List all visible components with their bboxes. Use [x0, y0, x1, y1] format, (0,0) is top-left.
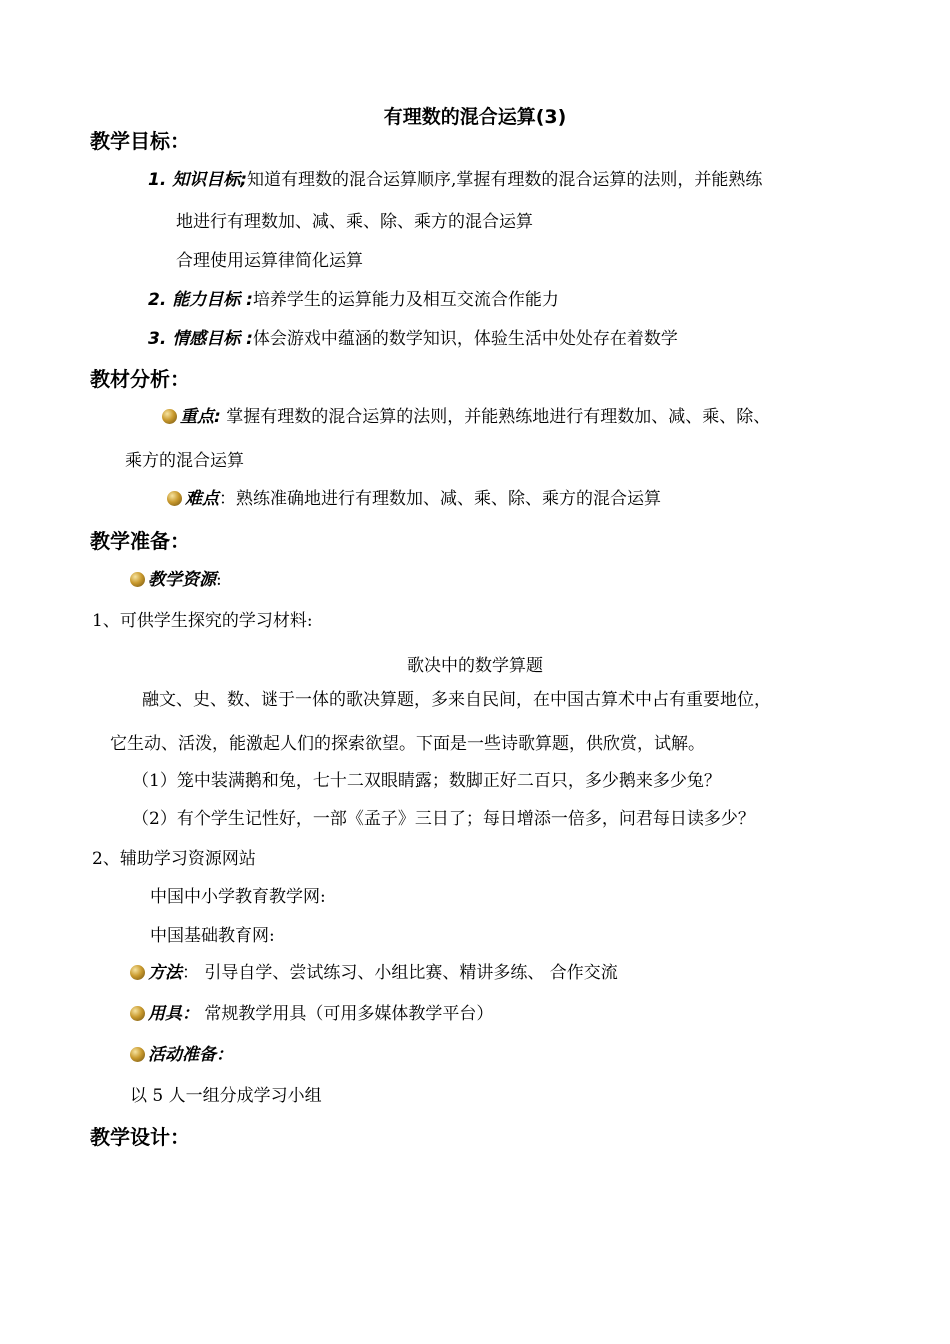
- poem-intro-line1: 融文、史、数、谜于一体的歌决算题，多来自民间，在中国古算术中占有重要地位，: [142, 690, 771, 710]
- method-text: ： 引导自学、尝试练习、小组比赛、精讲多练、 合作交流: [182, 963, 618, 983]
- poem-question-1: （1）笼中装满鹅和兔，七十二双眼睛露；数脚正好二百只，多少鹅来多少兔？: [132, 771, 721, 791]
- tools-text: 常规教学用具（可用多媒体教学平台）: [199, 1004, 494, 1024]
- poem-question-2: （2）有个学生记性好，一部《孟子》三日了；每日增添一倍多，问君每日读多少？: [132, 809, 755, 829]
- activity-text: 以 5 人一组分成学习小组: [130, 1086, 322, 1106]
- heading-design: 教学设计：: [90, 1125, 190, 1149]
- tools-label: 用具：: [148, 1004, 199, 1024]
- heading-analysis: 教材分析：: [90, 367, 190, 391]
- heading-preparation: 教学准备：: [90, 529, 190, 553]
- tools-line: [130, 1003, 493, 1025]
- resources-colon: :: [216, 570, 222, 590]
- poem-intro-line2: 它生动、活泼，能激起人们的探索欲望。下面是一些诗歌算题，供欣赏，试解。: [110, 734, 705, 754]
- activity-line: [130, 1044, 233, 1066]
- bullet-ball-icon: [130, 1047, 145, 1062]
- ability-objective-line: [148, 289, 559, 311]
- heading-objectives: 教学目标：: [90, 129, 190, 153]
- emotion-objective-text: 体会游戏中蕴涵的数学知识，体验生活中处处存在着数学: [252, 329, 678, 349]
- knowledge-objective-line: [148, 169, 762, 191]
- difficult-point-text: ：熟练准确地进行有理数加、减、乘、除、乘方的混合运算: [219, 489, 661, 509]
- resources-line: [130, 569, 222, 591]
- emotion-objective-line: [148, 328, 678, 350]
- website-1: 中国中小学教育教学网:: [150, 887, 326, 907]
- emotion-objective-label: 3. 情感目标 :: [148, 329, 253, 349]
- bullet-ball-icon: [130, 1006, 145, 1021]
- difficult-point-line: [167, 488, 661, 510]
- knowledge-objective-label: 1. 知识目标;: [148, 170, 248, 190]
- poem-title: 歌决中的数学算题: [407, 656, 543, 676]
- bullet-ball-icon: [162, 409, 177, 424]
- key-point-line: [162, 406, 770, 428]
- bullet-ball-icon: [130, 965, 145, 980]
- knowledge-objective-cont2: 合理使用运算律简化运算: [176, 251, 363, 271]
- method-line: [130, 962, 618, 984]
- document-title: 有理数的混合运算(3): [383, 106, 567, 128]
- method-label: 方法: [148, 963, 182, 983]
- difficult-point-label: 难点: [185, 489, 219, 509]
- websites-item: 2、辅助学习资源网站: [92, 849, 256, 869]
- ability-objective-text: 培养学生的运算能力及相互交流合作能力: [252, 290, 559, 310]
- knowledge-objective-text: 知道有理数的混合运算顺序,掌握有理数的混合运算的法则，并能熟练: [247, 170, 763, 190]
- key-point-text: 掌握有理数的混合运算的法则，并能熟练地进行有理数加、减、乘、除、: [220, 407, 771, 427]
- key-point-label: 重点:: [180, 407, 221, 427]
- knowledge-objective-cont1: 地进行有理数加、减、乘、除、乘方的混合运算: [176, 212, 533, 232]
- key-point-cont: 乘方的混合运算: [125, 451, 244, 471]
- materials-item: 1、可供学生探究的学习材料:: [92, 611, 313, 631]
- resources-label: 教学资源: [148, 570, 216, 590]
- bullet-ball-icon: [167, 491, 182, 506]
- website-2: 中国基础教育网:: [150, 926, 275, 946]
- ability-objective-label: 2. 能力目标 :: [148, 290, 253, 310]
- activity-label: 活动准备：: [148, 1045, 233, 1065]
- bullet-ball-icon: [130, 572, 145, 587]
